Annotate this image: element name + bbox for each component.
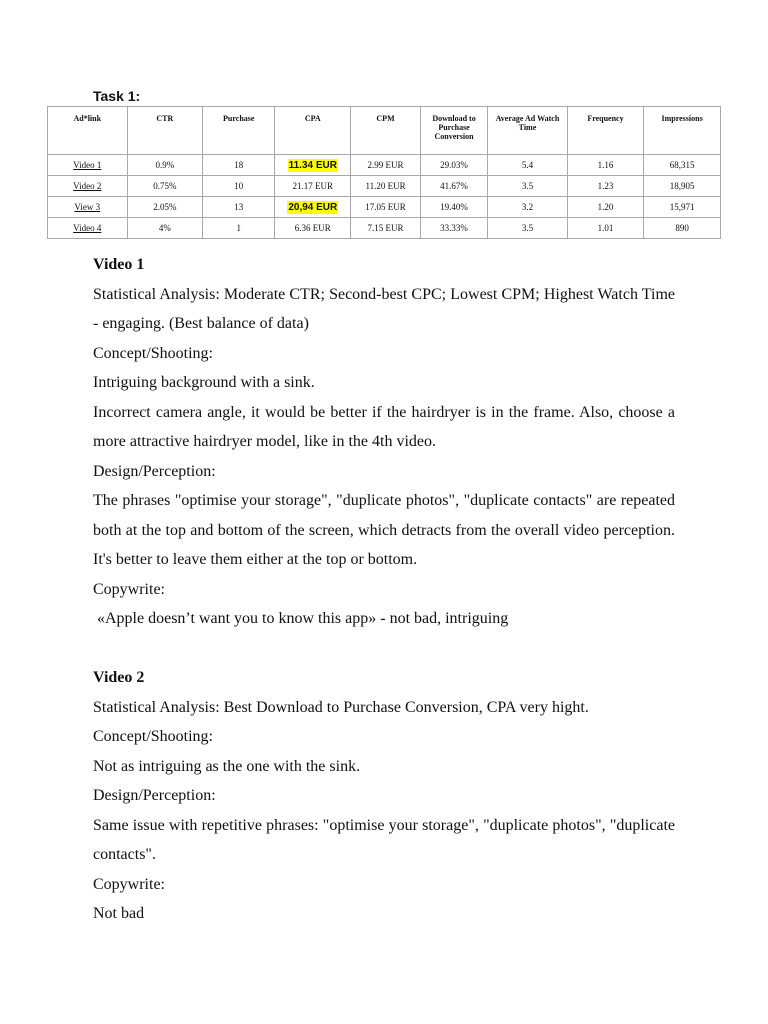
video2-copy-1: Not bad — [93, 905, 145, 922]
cell-ad[interactable] — [48, 218, 128, 239]
video1-copy-label: Copywrite: — [93, 580, 165, 598]
cell-watch-time: 3.5 — [488, 218, 568, 239]
table-row — [48, 155, 721, 176]
cell-purchase: 1 — [203, 218, 275, 239]
cell-purchase: 10 — [203, 176, 275, 197]
header-ctr: CTR — [127, 107, 203, 155]
cell-cpa — [275, 155, 351, 176]
cell-watch-time: 3.2 — [488, 197, 568, 218]
video2-stats: Statistical Analysis: Best Download to Purchase Conversion, CPA very hight. — [93, 698, 589, 716]
video1-concept-1: Intriguing background with a sink. — [93, 374, 315, 391]
cell-ctr: 2.05% — [127, 197, 203, 218]
cell-impressions: 18,905 — [644, 176, 721, 197]
cell-cpa: 6.36 EUR — [275, 218, 351, 239]
cell-impressions: 15,971 — [644, 197, 721, 218]
video1-concept-label: Concept/Shooting: — [93, 344, 213, 362]
ad-link[interactable]: View 3 — [74, 202, 101, 212]
video1-design-label: Design/Perception: — [93, 462, 216, 480]
table-row — [48, 176, 721, 197]
table-row — [48, 197, 721, 218]
metrics-table — [47, 106, 721, 239]
cell-purchase: 13 — [203, 197, 275, 218]
video2-concept-1: Not as intriguing as the one with the sink. — [93, 757, 361, 775]
cell-cpm: 7.15 EUR — [351, 218, 421, 239]
video1-concept-2: Incorrect camera angle, it would be better if the hairdryer is in the frame. Also, choose a more attractive hairdryer model, like in the 4th video. — [93, 403, 675, 450]
cell-frequency: 1.16 — [567, 155, 643, 176]
video1-copy-1: «Apple doesn’t want you to know this app» - not bad, intriguing — [93, 610, 509, 627]
video1-stats: Statistical Analysis: Moderate CTR; Second-best CPC; Lowest CPM; Highest Watch Time - engaging. (Best balance of data) — [93, 285, 675, 332]
cell-ctr: 4% — [127, 218, 203, 239]
video2-design-label: Design/Perception: — [93, 787, 216, 804]
cell-ad[interactable] — [48, 176, 128, 197]
video2-heading: Video 2 — [93, 669, 145, 686]
cell-impressions: 68,315 — [644, 155, 721, 176]
document-body — [93, 250, 675, 929]
task-title: Task 1: — [93, 88, 141, 104]
header-impressions: Impressions — [644, 107, 721, 155]
header-watch-time: Average Ad Watch Time — [488, 107, 568, 155]
cell-ad[interactable] — [48, 197, 128, 218]
cell-cpm: 11.20 EUR — [351, 176, 421, 197]
cell-ctr: 0.75% — [127, 176, 203, 197]
cell-ctr: 0.9% — [127, 155, 203, 176]
table-header-row — [48, 107, 721, 155]
ad-link[interactable]: Video 4 — [73, 223, 102, 233]
cell-watch-time: 3.5 — [488, 176, 568, 197]
ad-link[interactable]: Video 1 — [73, 160, 102, 170]
video2-copy-label: Copywrite: — [93, 875, 165, 893]
cell-cpa: 21.17 EUR — [275, 176, 351, 197]
cell-conversion: 41.67% — [420, 176, 487, 197]
header-conversion: Download to Purchase Conversion — [420, 107, 487, 155]
cell-cpa — [275, 197, 351, 218]
video1-design-1: The phrases "optimise your storage", "duplicate photos", "duplicate contacts" are repeated both at the top and bottom of the screen, which detracts from the overall video perception. It's better to leave them either at the top or bottom. — [93, 492, 675, 568]
cell-cpm: 2.99 EUR — [351, 155, 421, 176]
video2-design-1: Same issue with repetitive phrases: "optimise your storage", "duplicate photos", "duplicate contacts". — [93, 816, 675, 863]
cpa-highlight: 20,94 EUR — [288, 201, 338, 213]
cell-frequency: 1.20 — [567, 197, 643, 218]
cell-conversion: 19.40% — [420, 197, 487, 218]
header-purchase: Purchase — [203, 107, 275, 155]
cell-cpm: 17.05 EUR — [351, 197, 421, 218]
cell-conversion: 29.03% — [420, 155, 487, 176]
header-cpm: CPM — [351, 107, 421, 155]
ad-link[interactable]: Video 2 — [73, 181, 102, 191]
cell-frequency: 1.23 — [567, 176, 643, 197]
table-row — [48, 218, 721, 239]
section-spacer — [93, 634, 675, 664]
video1-heading: Video 1 — [93, 256, 145, 273]
header-cpa: CPA — [275, 107, 351, 155]
cell-impressions: 890 — [644, 218, 721, 239]
cell-watch-time: 5.4 — [488, 155, 568, 176]
cell-conversion: 33.33% — [420, 218, 487, 239]
cell-frequency: 1.01 — [567, 218, 643, 239]
cpa-highlight: 11.34 EUR — [288, 159, 337, 171]
header-frequency: Frequency — [567, 107, 643, 155]
cell-ad[interactable] — [48, 155, 128, 176]
cell-purchase: 18 — [203, 155, 275, 176]
header-ad-link: Ad*link — [48, 107, 128, 155]
video2-concept-label: Concept/Shooting: — [93, 728, 213, 745]
